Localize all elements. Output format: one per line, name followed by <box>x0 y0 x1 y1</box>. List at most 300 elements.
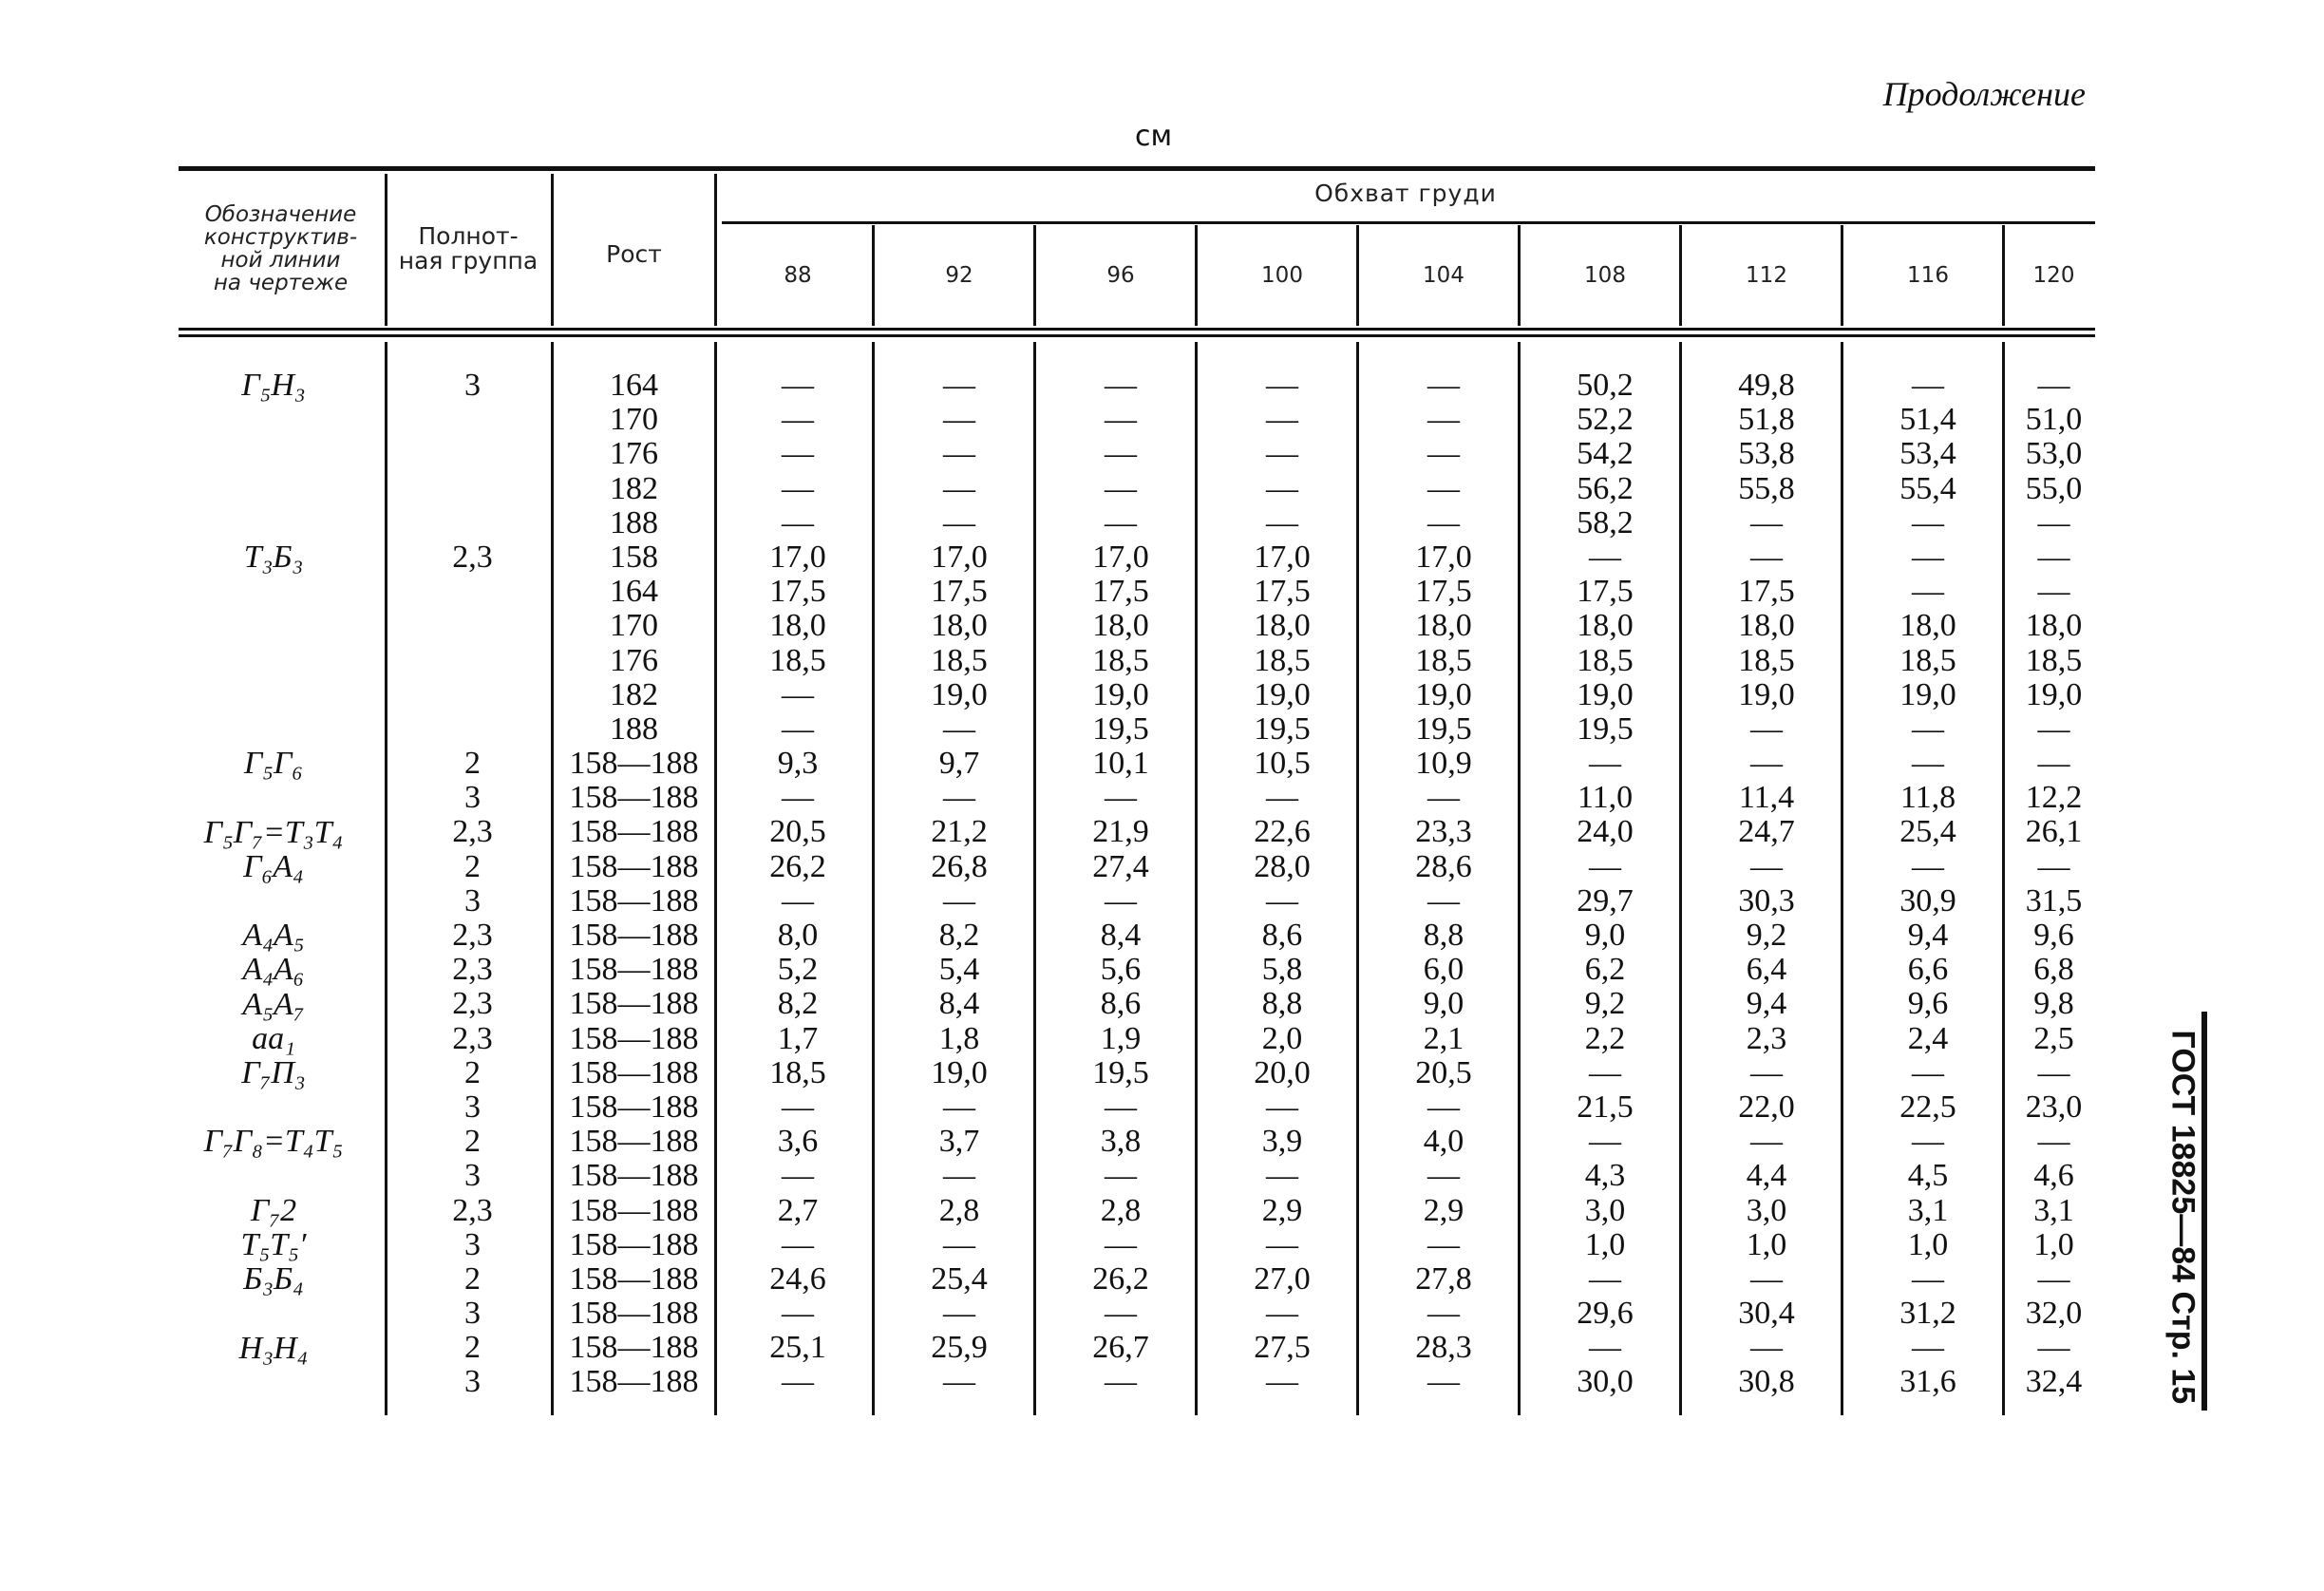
value-cell: 22,5 <box>1899 1089 1956 1125</box>
values-column-104 <box>1363 369 1524 1400</box>
value-cell: — <box>1750 1260 1783 1297</box>
value-cell: — <box>2037 1124 2070 1160</box>
value-cell: — <box>2037 710 2070 747</box>
header-divider <box>872 225 875 326</box>
value-cell: 17,5 <box>1415 574 1472 610</box>
value-cell: 26,1 <box>2025 814 2083 850</box>
value-cell: — <box>1427 368 1460 403</box>
header-divider <box>1033 225 1036 326</box>
height-cell: 170 <box>610 608 658 644</box>
value-cell: 8,2 <box>938 918 980 953</box>
chest-size-112: 112 <box>1746 263 1787 288</box>
value-cell: 19,5 <box>1415 710 1472 747</box>
value-cell: 18,0 <box>1577 608 1634 644</box>
value-cell: 9,7 <box>938 746 980 782</box>
value-cell: 19,5 <box>1092 1054 1149 1090</box>
header-divider <box>1841 225 1843 326</box>
value-cell: — <box>1912 710 1944 747</box>
value-cell: — <box>943 504 975 540</box>
value-cell: 3,6 <box>777 1124 819 1160</box>
value-cell: 2,8 <box>1100 1192 1142 1228</box>
value-cell: 56,2 <box>1577 470 1634 506</box>
value-cell: — <box>1427 402 1460 438</box>
value-cell: 1,0 <box>2033 1226 2074 1262</box>
chest-subrule <box>722 221 2095 224</box>
value-cell: — <box>943 780 975 816</box>
value-cell: 55,0 <box>2025 470 2083 506</box>
fullness-cell: 2,3 <box>452 539 493 575</box>
header-divider <box>551 174 554 326</box>
value-cell: — <box>1427 504 1460 540</box>
value-cell: — <box>943 1089 975 1125</box>
designation-cell: Т₅Т₅′ <box>240 1227 307 1262</box>
value-cell: 17,5 <box>1577 574 1634 610</box>
designation-cell: Г₇П₃ <box>241 1055 306 1090</box>
value-cell: 53,0 <box>2025 436 2083 472</box>
fullness-cell: 3 <box>464 1158 481 1194</box>
value-cell: — <box>1912 848 1944 884</box>
value-cell: — <box>1750 1054 1783 1090</box>
fullness-cell: 3 <box>464 1364 481 1400</box>
header-divider <box>1518 225 1521 326</box>
value-cell: 5,8 <box>1261 952 1303 988</box>
chest-size-120: 120 <box>2032 263 2075 288</box>
value-cell: 29,7 <box>1577 882 1634 919</box>
header-divider <box>1195 225 1198 326</box>
value-cell: — <box>943 368 975 403</box>
value-cell: — <box>1589 1260 1621 1297</box>
designation-cell: аа₁ <box>252 1020 295 1056</box>
value-cell: 30,4 <box>1738 1296 1795 1332</box>
height-cell: 158—188 <box>569 780 699 816</box>
value-cell: 2,9 <box>1423 1192 1464 1228</box>
value-cell: 18,0 <box>2025 608 2083 644</box>
value-cell: 11,4 <box>1738 780 1795 816</box>
value-cell: — <box>1266 470 1298 506</box>
value-cell: — <box>782 710 814 747</box>
fullness-cell: 2,3 <box>452 952 493 988</box>
value-cell: 32,0 <box>2025 1296 2083 1332</box>
value-cell: 27,0 <box>1254 1260 1311 1297</box>
value-cell: 24,6 <box>769 1260 826 1297</box>
value-cell: 53,8 <box>1738 436 1795 472</box>
value-cell: 20,5 <box>1415 1054 1472 1090</box>
value-cell: 3,0 <box>1584 1192 1626 1228</box>
value-cell: — <box>1589 848 1621 884</box>
value-cell: — <box>1912 574 1944 610</box>
header-rule-1 <box>179 328 2095 331</box>
value-cell: — <box>943 470 975 506</box>
designation-cell: Г₅Н₃ <box>241 368 306 403</box>
value-cell: — <box>782 368 814 403</box>
fullness-cell: 2 <box>464 848 481 884</box>
value-cell: 4,5 <box>1907 1158 1949 1194</box>
value-cell: — <box>2037 848 2070 884</box>
value-cell: 23,0 <box>2025 1089 2083 1125</box>
value-cell: — <box>782 1364 814 1400</box>
chest-header: Обхват груди <box>1314 180 1497 207</box>
value-cell: — <box>1266 368 1298 403</box>
value-cell: 28,3 <box>1415 1330 1472 1366</box>
value-cell: 31,2 <box>1899 1296 1956 1332</box>
value-cell: 1,8 <box>938 1020 980 1056</box>
value-cell: 4,4 <box>1746 1158 1787 1194</box>
fullness-cell: 3 <box>464 1226 481 1262</box>
value-cell: 5,4 <box>938 952 980 988</box>
value-cell: 23,3 <box>1415 814 1472 850</box>
height-cell: 182 <box>610 676 658 712</box>
value-cell: 52,2 <box>1577 402 1634 438</box>
designation-cell: Н₃Н₄ <box>238 1330 309 1366</box>
value-cell: 2,4 <box>1907 1020 1949 1056</box>
value-cell: 51,4 <box>1899 402 1956 438</box>
fullness-cell <box>394 575 551 609</box>
value-cell: 18,0 <box>1899 608 1956 644</box>
value-cell: 58,2 <box>1577 504 1634 540</box>
fullness-cell: 2,3 <box>452 1192 493 1228</box>
value-cell: 8,0 <box>777 918 819 953</box>
value-cell: 10,9 <box>1415 746 1472 782</box>
value-cell: 31,6 <box>1899 1364 1956 1400</box>
value-cell: 18,5 <box>769 1054 826 1090</box>
value-cell: 1,0 <box>1746 1226 1787 1262</box>
value-cell: 55,4 <box>1899 470 1956 506</box>
value-cell: 53,4 <box>1899 436 1956 472</box>
value-cell: — <box>943 1158 975 1194</box>
value-cell: — <box>1266 436 1298 472</box>
value-cell: 25,9 <box>931 1330 988 1366</box>
value-cell: 54,2 <box>1577 436 1634 472</box>
value-cell: — <box>2037 746 2070 782</box>
fullness-cell <box>394 472 551 506</box>
fullness-cell: 3 <box>464 1296 481 1332</box>
value-cell: — <box>1105 780 1137 816</box>
value-cell: — <box>782 470 814 506</box>
value-cell: 9,4 <box>1746 986 1787 1022</box>
value-cell: — <box>943 436 975 472</box>
value-cell: — <box>1266 1158 1298 1194</box>
value-cell: 2,8 <box>938 1192 980 1228</box>
fullness-cell <box>394 678 551 712</box>
value-cell: 2,0 <box>1261 1020 1303 1056</box>
fullness-cell: 2,3 <box>452 918 493 953</box>
value-cell: 17,5 <box>931 574 988 610</box>
value-cell: 18,5 <box>1415 642 1472 678</box>
body-divider <box>551 342 554 1415</box>
value-cell: — <box>1912 746 1944 782</box>
value-cell: 6,2 <box>1584 952 1626 988</box>
value-cell: 19,0 <box>1254 676 1311 712</box>
value-cell: 26,2 <box>769 848 826 884</box>
value-cell: 5,6 <box>1100 952 1142 988</box>
fullness-cell: 2,3 <box>452 1020 493 1056</box>
height-cell: 182 <box>610 470 658 506</box>
fullness-cell: 2 <box>464 1054 481 1090</box>
height-cell: 158—188 <box>569 746 699 782</box>
value-cell: — <box>943 1296 975 1332</box>
value-cell: 24,0 <box>1577 814 1634 850</box>
value-cell: 18,5 <box>769 642 826 678</box>
value-cell: — <box>782 1296 814 1332</box>
value-cell: 3,7 <box>938 1124 980 1160</box>
fullness-cell: 2 <box>464 1260 481 1297</box>
value-cell: — <box>1266 1364 1298 1400</box>
height-cell: 158—188 <box>569 1054 699 1090</box>
value-cell: — <box>2037 539 2070 575</box>
value-cell: 12,2 <box>2025 780 2083 816</box>
height-column <box>556 369 712 1400</box>
value-cell: — <box>1266 1089 1298 1125</box>
value-cell: 19,0 <box>1415 676 1472 712</box>
height-cell: 158—188 <box>569 952 699 988</box>
values-column-120 <box>2009 369 2099 1400</box>
header-divider <box>714 174 717 326</box>
value-cell: 1,0 <box>1584 1226 1626 1262</box>
value-cell: 17,0 <box>1254 539 1311 575</box>
value-cell: 9,0 <box>1423 986 1464 1022</box>
designation-cell: А₅А₇ <box>242 986 305 1022</box>
value-cell: 21,2 <box>931 814 988 850</box>
value-cell: — <box>2037 1260 2070 1297</box>
value-cell: 30,3 <box>1738 882 1795 919</box>
value-cell: 20,0 <box>1254 1054 1311 1090</box>
fullness-cell: 2 <box>464 746 481 782</box>
designation-cell: Б₃Б₄ <box>243 1261 304 1297</box>
value-cell: — <box>1105 1158 1137 1194</box>
value-cell: 9,2 <box>1584 986 1626 1022</box>
value-cell: 55,8 <box>1738 470 1795 506</box>
height-cell: 188 <box>610 710 658 747</box>
value-cell: 8,6 <box>1100 986 1142 1022</box>
value-cell: 28,0 <box>1254 848 1311 884</box>
value-cell: 3,9 <box>1261 1124 1303 1160</box>
value-cell: 9,3 <box>777 746 819 782</box>
fullness-column <box>394 369 551 1400</box>
value-cell: 4,0 <box>1423 1124 1464 1160</box>
fullness-cell <box>394 609 551 643</box>
value-cell: 19,0 <box>1092 676 1149 712</box>
height-cell: 158—188 <box>569 882 699 919</box>
height-cell: 158—188 <box>569 1260 699 1297</box>
value-cell: 17,0 <box>769 539 826 575</box>
value-cell: 17,5 <box>769 574 826 610</box>
value-cell: — <box>1912 1330 1944 1366</box>
side-rule <box>2201 1012 2207 1411</box>
value-cell: — <box>1427 1089 1460 1125</box>
height-cell: 170 <box>610 402 658 438</box>
value-cell: 2,9 <box>1261 1192 1303 1228</box>
designation-cell: Г₅Г₇=Т₃Т₄ <box>203 814 344 850</box>
height-cell: 158—188 <box>569 1124 699 1160</box>
value-cell: 18,0 <box>1254 608 1311 644</box>
value-cell: 9,8 <box>2033 986 2074 1022</box>
value-cell: — <box>1105 368 1137 403</box>
value-cell: 32,4 <box>2025 1364 2083 1400</box>
value-cell: 19,0 <box>1899 676 1956 712</box>
value-cell: — <box>1589 539 1621 575</box>
designation-cell: А₄А₅ <box>242 918 305 954</box>
value-cell: — <box>1266 882 1298 919</box>
designation-cell: А₄А₆ <box>242 952 305 988</box>
fullness-cell <box>394 437 551 471</box>
fullness-cell <box>394 644 551 678</box>
value-cell: 51,0 <box>2025 402 2083 438</box>
value-cell: 1,7 <box>777 1020 819 1056</box>
value-cell: — <box>1589 746 1621 782</box>
value-cell: 18,5 <box>2025 642 2083 678</box>
header-rule-2 <box>179 334 2095 337</box>
height-cell: 158—188 <box>569 848 699 884</box>
fullness-cell: 3 <box>464 368 481 403</box>
value-cell: — <box>1427 436 1460 472</box>
value-cell: — <box>1589 1054 1621 1090</box>
value-cell: 8,2 <box>777 986 819 1022</box>
value-cell: 27,5 <box>1254 1330 1311 1366</box>
value-cell: 19,5 <box>1092 710 1149 747</box>
value-cell: 11,0 <box>1577 780 1634 816</box>
value-cell: 5,2 <box>777 952 819 988</box>
value-cell: — <box>1427 1364 1460 1400</box>
value-cell: 21,5 <box>1577 1089 1634 1125</box>
value-cell: 28,6 <box>1415 848 1472 884</box>
value-cell: — <box>1266 402 1298 438</box>
fullness-cell <box>394 403 551 437</box>
value-cell: 25,4 <box>931 1260 988 1297</box>
value-cell: 20,5 <box>769 814 826 850</box>
value-cell: — <box>1589 1330 1621 1366</box>
value-cell: 27,4 <box>1092 848 1149 884</box>
chest-size-96: 96 <box>1106 263 1135 288</box>
value-cell: — <box>2037 504 2070 540</box>
value-cell: 3,0 <box>1746 1192 1787 1228</box>
value-cell: — <box>943 882 975 919</box>
value-cell: 30,0 <box>1577 1364 1634 1400</box>
value-cell: 19,0 <box>2025 676 2083 712</box>
chest-size-88: 88 <box>784 263 812 288</box>
value-cell: 8,8 <box>1423 918 1464 953</box>
fullness-cell: 3 <box>464 780 481 816</box>
value-cell: — <box>1105 470 1137 506</box>
value-cell: — <box>943 710 975 747</box>
height-cell: 158—188 <box>569 1364 699 1400</box>
value-cell: 17,0 <box>931 539 988 575</box>
value-cell: — <box>1750 746 1783 782</box>
body-divider <box>385 342 387 1415</box>
gost-page-footer: ГОСТ 18825—84 Стр. 15 <box>2164 1030 2201 1405</box>
value-cell: — <box>1266 1226 1298 1262</box>
values-column-88 <box>717 369 879 1400</box>
value-cell: 21,9 <box>1092 814 1149 850</box>
value-cell: 18,5 <box>1254 642 1311 678</box>
value-cell: 19,5 <box>1254 710 1311 747</box>
value-cell: 17,0 <box>1092 539 1149 575</box>
value-cell: — <box>1912 368 1944 403</box>
designation-cell: Г₇2 <box>250 1192 297 1228</box>
value-cell: 2,1 <box>1423 1020 1464 1056</box>
value-cell: 19,0 <box>931 1054 988 1090</box>
value-cell: — <box>2037 1054 2070 1090</box>
value-cell: 30,9 <box>1899 882 1956 919</box>
fullness-cell: 3 <box>464 1089 481 1125</box>
value-cell: 18,5 <box>1092 642 1149 678</box>
chest-size-92: 92 <box>945 263 973 288</box>
value-cell: 18,0 <box>1415 608 1472 644</box>
value-cell: — <box>1750 504 1783 540</box>
value-cell: 2,5 <box>2033 1020 2074 1056</box>
value-cell: 49,8 <box>1738 368 1795 403</box>
value-cell: — <box>1105 1226 1137 1262</box>
height-cell: 158 <box>610 539 658 575</box>
value-cell: 10,5 <box>1254 746 1311 782</box>
value-cell: 11,8 <box>1899 780 1956 816</box>
value-cell: — <box>1750 848 1783 884</box>
height-cell: 158—188 <box>569 814 699 850</box>
values-column-96 <box>1040 369 1201 1400</box>
height-cell: 188 <box>610 504 658 540</box>
height-cell: 176 <box>610 436 658 472</box>
value-cell: 26,7 <box>1092 1330 1149 1366</box>
fullness-cell: 2 <box>464 1124 481 1160</box>
value-cell: — <box>1427 470 1460 506</box>
value-cell: — <box>782 1226 814 1262</box>
value-cell: 29,6 <box>1577 1296 1634 1332</box>
header-divider <box>1679 225 1682 326</box>
value-cell: 18,0 <box>1092 608 1149 644</box>
value-cell: — <box>1266 1296 1298 1332</box>
value-cell: 9,2 <box>1746 918 1787 953</box>
value-cell: 18,5 <box>1577 642 1634 678</box>
value-cell: — <box>782 504 814 540</box>
value-cell: 22,0 <box>1738 1089 1795 1125</box>
value-cell: 17,5 <box>1254 574 1311 610</box>
continuation-label: Продолжение <box>1882 75 2086 113</box>
height-cell: 164 <box>610 368 658 403</box>
height-cell: 158—188 <box>569 1226 699 1262</box>
value-cell: 2,7 <box>777 1192 819 1228</box>
height-cell: 158—188 <box>569 986 699 1022</box>
value-cell: — <box>1912 1260 1944 1297</box>
value-cell: 18,5 <box>1738 642 1795 678</box>
fullness-cell: 2 <box>464 1330 481 1366</box>
fullness-cell: 2,3 <box>452 986 493 1022</box>
value-cell: — <box>1105 504 1137 540</box>
value-cell: 10,1 <box>1092 746 1149 782</box>
height-cell: 158—188 <box>569 918 699 953</box>
value-cell: — <box>1105 1364 1137 1400</box>
value-cell: 4,3 <box>1584 1158 1626 1194</box>
designation-header: Обозначение конструктив- ной линии на чертеже <box>203 202 358 295</box>
value-cell: — <box>1750 539 1783 575</box>
value-cell: 25,4 <box>1899 814 1956 850</box>
height-cell: 158—188 <box>569 1296 699 1332</box>
height-cell: 164 <box>610 574 658 610</box>
value-cell: 1,9 <box>1100 1020 1142 1056</box>
value-cell: — <box>1105 1296 1137 1332</box>
value-cell: 9,0 <box>1584 918 1626 953</box>
value-cell: — <box>1427 780 1460 816</box>
designation-cell: Г₅Г₆ <box>243 746 304 782</box>
value-cell: — <box>943 1364 975 1400</box>
chest-size-116: 116 <box>1907 263 1949 288</box>
value-cell: 18,0 <box>769 608 826 644</box>
value-cell: 2,2 <box>1584 1020 1626 1056</box>
fullness-cell: 3 <box>464 882 481 919</box>
value-cell: — <box>1266 504 1298 540</box>
value-cell: 50,2 <box>1577 368 1634 403</box>
value-cell: 8,4 <box>938 986 980 1022</box>
value-cell: — <box>1750 1330 1783 1366</box>
values-column-112 <box>1686 369 1847 1400</box>
